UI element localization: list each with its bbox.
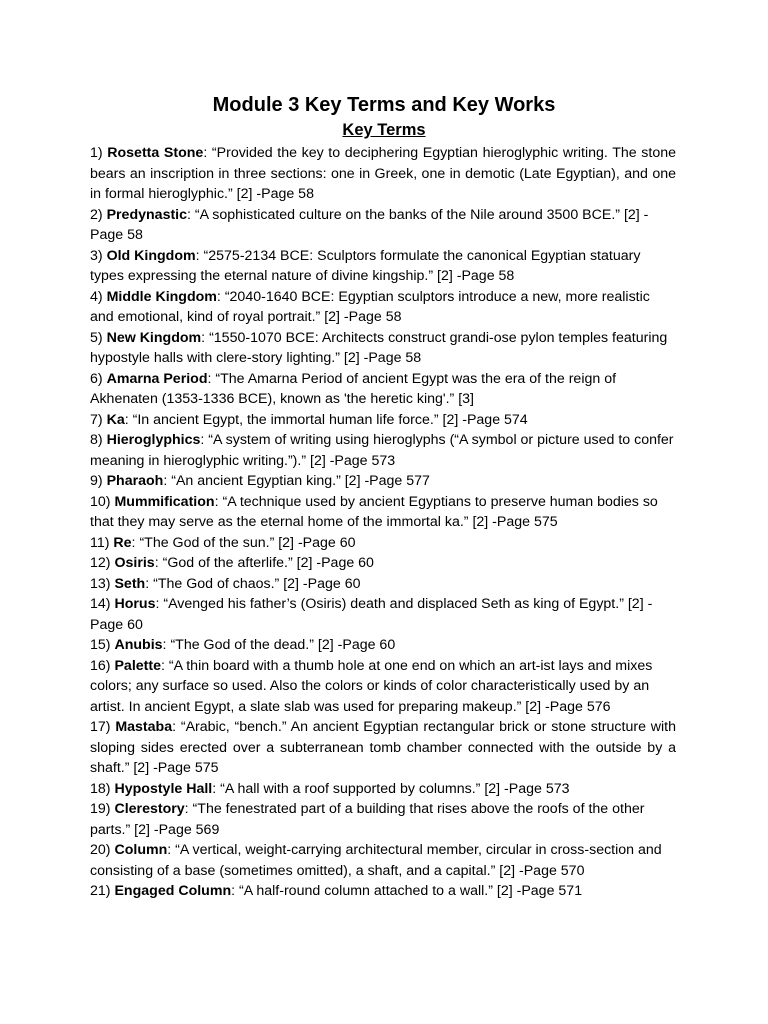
term-definition: “A hall with a roof supported by columns.” [2] -Page 573 xyxy=(220,780,570,797)
term-number: 17) xyxy=(90,719,111,735)
key-terms-list xyxy=(90,143,676,902)
term-definition: “Arabic, “bench.” An ancient Egyptian rectangular brick or stone structure with sloping sides erected over a subterranean tomb chamber connected with the outside by a shaft.” [2] -Page 575 xyxy=(90,719,676,776)
term-name: Hieroglyphics xyxy=(106,432,201,448)
term-name: Amarna Period xyxy=(106,370,208,387)
term-name: Ka xyxy=(106,411,125,428)
term-number: 9) xyxy=(90,473,103,489)
term-number: 5) xyxy=(90,329,103,346)
term-name: Anubis xyxy=(114,637,163,653)
term-name: Seth xyxy=(114,575,146,592)
term-number: 13) xyxy=(90,575,111,592)
term-definition: “God of the afterlife.” [2] -Page 60 xyxy=(162,555,374,571)
term-item: 19) Clerestory: “The fenestrated part of a building that rises above the roofs of the other parts.” [2] -Page 569 xyxy=(90,801,645,838)
term-item: 1) Rosetta Stone: “Provided the key to deciphering Egyptian hieroglyphic writing. The stone bears an inscription in three sections: one in Greek, one in demotic (Late Egyptian), and one in formal hieroglyphic.” [2] -Page 58 xyxy=(90,145,676,202)
term-definition: “The God of chaos.” [2] -Page 60 xyxy=(153,575,361,592)
term-item: 8) Hieroglyphics: “A system of writing using hieroglyphs (“A symbol or picture used to confer meaning in hieroglyphic writing.”).” [2] -Page 573 xyxy=(90,432,674,469)
term-item: 13) Seth: “The God of chaos.” [2] -Page 60 xyxy=(90,575,361,592)
term-number: 3) xyxy=(90,247,103,264)
term-number: 12) xyxy=(90,555,111,571)
term-number: 14) xyxy=(90,596,111,612)
term-number: 21) xyxy=(90,883,111,899)
term-definition: “2040-1640 BCE: Egyptian sculptors introduce a new, more realistic and emotional, kind of royal portrait.” [2] -Page 58 xyxy=(90,288,650,325)
term-definition: “A technique used by ancient Egyptians to preserve human bodies so that they may serve as the eternal home of the immortal ka.” [2] -Page 575 xyxy=(90,493,658,530)
page-title: Module 3 Key Terms and Key Works xyxy=(212,94,556,116)
term-name: Middle Kingdom xyxy=(106,288,217,305)
term-name: Clerestory xyxy=(114,801,185,817)
term-item: 18) Hypostyle Hall: “A hall with a roof supported by columns.” [2] -Page 573 xyxy=(90,780,570,797)
term-number: 4) xyxy=(90,288,103,305)
term-number: 20) xyxy=(90,842,111,858)
term-definition: “A system of writing using hieroglyphs (“A symbol or picture used to confer meaning in hieroglyphic writing.”).” [2] -Page 573 xyxy=(90,432,674,469)
term-definition: “A thin board with a thumb hole at one end on which an art-ist lays and mixes colors; any surface so used. Also the colors or kinds of color characteristically used by an artist. In ancient Egypt, a slate slab was used for preparing makeup.” [2] -Page 576 xyxy=(90,657,653,715)
term-definition: “A sophisticated culture on the banks of the Nile around 3500 BCE.” [2] -Page 58 xyxy=(90,206,649,243)
term-definition: “Avenged his father’s (Osiris) death and displaced Seth as king of Egypt.” [2] -Page 60 xyxy=(90,596,653,633)
term-item: 9) Pharaoh: “An ancient Egyptian king.” [2] -Page 577 xyxy=(90,473,430,489)
term-definition: “A half-round column attached to a wall.” [2] -Page 571 xyxy=(239,883,583,899)
term-name: Mastaba xyxy=(115,719,173,735)
term-definition: “An ancient Egyptian king.” [2] -Page 577 xyxy=(171,473,430,489)
term-name: Old Kingdom xyxy=(106,247,196,264)
term-name: Engaged Column xyxy=(114,883,232,899)
term-definition: “The God of the sun.” [2] -Page 60 xyxy=(139,534,356,551)
term-item: 17) Mastaba: “Arabic, “bench.” An ancient Egyptian rectangular brick or stone structure with sloping sides erected over a subterranean tomb chamber connected with the outside by a shaft.” [2] -Page 575 xyxy=(90,719,676,776)
term-item: 2) Predynastic: “A sophisticated culture on the banks of the Nile around 3500 BCE.” [2] -Page 58 xyxy=(90,206,649,243)
term-item: 5) New Kingdom: “1550-1070 BCE: Architects construct grandi-ose pylon temples featuring hypostyle halls with clere-story lighting.” [2] -Page 58 xyxy=(90,329,668,366)
term-number: 10) xyxy=(90,493,111,510)
term-number: 1) xyxy=(90,145,103,161)
term-number: 7) xyxy=(90,411,103,428)
term-definition: “The Amarna Period of ancient Egypt was the era of the reign of Akhenaten (1353-1336 BCE), known as 'the heretic king'.” [3] xyxy=(90,370,617,407)
term-definition: “In ancient Egypt, the immortal human life force.” [2] -Page 574 xyxy=(132,411,528,428)
term-name: Mummification xyxy=(114,493,215,510)
term-number: 15) xyxy=(90,637,111,653)
term-item: 15) Anubis: “The God of the dead.” [2] -Page 60 xyxy=(90,637,396,653)
term-definition: “1550-1070 BCE: Architects construct grandi-ose pylon temples featuring hypostyle halls with clere-story lighting.” [2] -Page 58 xyxy=(90,329,668,366)
term-item: 7) Ka: “In ancient Egypt, the immortal human life force.” [2] -Page 574 xyxy=(90,411,528,428)
term-definition: “The fenestrated part of a building that rises above the roofs of the other parts.” [2] -Page 569 xyxy=(90,801,645,838)
term-item: 6) Amarna Period: “The Amarna Period of ancient Egypt was the era of the reign of Akhenaten (1353-1336 BCE), known as 'the heretic king'.” [3] xyxy=(90,370,617,407)
term-item: 21) Engaged Column: “A half-round column attached to a wall.” [2] -Page 571 xyxy=(90,883,583,899)
term-name: Osiris xyxy=(114,555,155,571)
term-name: Predynastic xyxy=(106,206,188,223)
term-definition: “2575-2134 BCE: Sculptors formulate the canonical Egyptian statuary types expressing the eternal nature of divine kingship.” [2] -Page 58 xyxy=(90,247,641,284)
term-item: 3) Old Kingdom: “2575-2134 BCE: Sculptors formulate the canonical Egyptian statuary types expressing the eternal nature of divine kingship.” [2] -Page 58 xyxy=(90,247,641,284)
term-number: 19) xyxy=(90,801,111,817)
term-name: New Kingdom xyxy=(106,329,202,346)
term-name: Palette xyxy=(114,657,161,674)
term-definition: “The God of the dead.” [2] -Page 60 xyxy=(170,637,396,653)
term-definition: “A vertical, weight-carrying architectural member, circular in cross-section and consisting of a base (sometimes omitted), a shaft, and a capital.” [2] -Page 570 xyxy=(90,842,662,879)
term-item: 16) Palette: “A thin board with a thumb hole at one end on which an art-ist lays and mixes colors; any surface so used. Also the colors or kinds of color characteristically used by an artist. In ancient Egypt, a slate slab was used for preparing makeup.” [2] -Page 576 xyxy=(90,657,653,715)
term-item: 10) Mummification: “A technique used by ancient Egyptians to preserve human bodies so that they may serve as the eternal home of the immortal ka.” [2] -Page 575 xyxy=(90,493,658,530)
term-number: 16) xyxy=(90,657,111,674)
term-name: Horus xyxy=(114,596,156,612)
term-number: 11) xyxy=(90,534,110,551)
term-name: Hypostyle Hall xyxy=(114,780,213,797)
term-number: 2) xyxy=(90,206,103,223)
term-item: 14) Horus: “Avenged his father’s (Osiris) death and displaced Seth as king of Egypt.” [2] -Page 60 xyxy=(90,596,653,633)
section-heading: Key Terms xyxy=(342,121,426,139)
term-name: Re xyxy=(113,534,132,551)
term-number: 6) xyxy=(90,370,103,387)
term-item: 11) Re: “The God of the sun.” [2] -Page 60 xyxy=(90,534,356,551)
term-definition: “Provided the key to deciphering Egyptian hieroglyphic writing. The stone bears an inscription in three sections: one in Greek, one in demotic (Late Egyptian), and one in formal hieroglyphic.” [2] -Page 58 xyxy=(90,145,676,202)
term-number: 18) xyxy=(90,780,111,797)
term-name: Rosetta Stone xyxy=(107,145,204,161)
term-number: 8) xyxy=(90,432,103,448)
term-item: 20) Column: “A vertical, weight-carrying architectural member, circular in cross-section and consisting of a base (sometimes omitted), a shaft, and a capital.” [2] -Page 570 xyxy=(90,842,662,879)
term-item: 4) Middle Kingdom: “2040-1640 BCE: Egyptian sculptors introduce a new, more realistic and emotional, kind of royal portrait.” [2] -Page 58 xyxy=(90,288,650,325)
term-name: Pharaoh xyxy=(106,473,164,489)
term-item: 12) Osiris: “God of the afterlife.” [2] -Page 60 xyxy=(90,555,374,571)
term-name: Column xyxy=(114,842,168,858)
